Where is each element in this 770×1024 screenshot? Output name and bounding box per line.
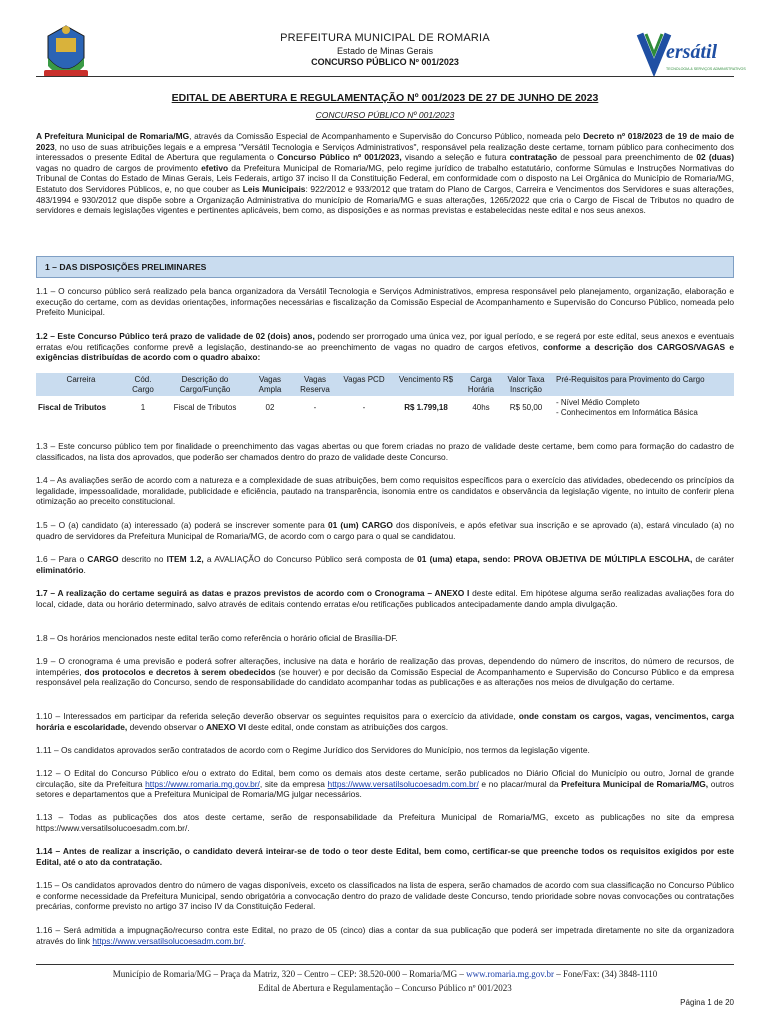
municipal-coat-of-arms-icon	[36, 22, 96, 82]
requirement-1: - Nível Médio Completo	[556, 398, 640, 407]
versatil-link[interactable]: https://www.versatilsolucoesadm.com.br/	[327, 778, 479, 789]
cell-pcd: -	[362, 403, 366, 412]
paragraph-1-3: 1.3 – Este concurso público tem por finalidade o preenchimento das vagas abertas ou que forem criadas no prazo de validade deste certame, bem como para formação do cadastro de classificados, na lista dos aprovados, que poderão ser chamados dentro do prazo de validade deste Concurso.	[36, 441, 734, 462]
state-name: Estado de Minas Gerais	[336, 46, 434, 56]
paragraph-1-7: 1.7 – A realização do certame seguirá as datas e prazos previstos de acordo com o Cronograma – ANEXO I deste edital. Em hipótese alguma serão realizadas avaliações fora do local, cidade, data ou horário determinado, salvo através de editais contendo erratas e/ou retificações publicados antecipadamente dando ampla divulgação.	[36, 588, 734, 609]
impugnacao-link[interactable]: https://www.versatilsolucoesadm.com.br/	[92, 935, 244, 946]
versatil-logo-icon	[636, 28, 746, 78]
cell-ampla: 02	[265, 403, 275, 412]
paragraph-1-11: 1.11 – Os candidatos aprovados serão contratados de acordo com o Regime Jurídico dos Servidores do Município, nos termos da legislação vigente.	[36, 745, 590, 755]
cell-descricao: Fiscal de Tributos	[173, 403, 237, 412]
paragraph-1-9: 1.9 – O cronograma é uma previsão e poderá sofrer alterações, inclusive na data e horário de realização das provas, dependendo do número de inscritos, do número de recursos, de intempéries, dos protocolos e decretos à serem obedecidos (se houver) e por decisão da Comissão Especial de Acompanhamento e Supervisão do Concurso Público e da empresa responsável pela realização do Concurso, sendo de responsabilidade do candidato acompanhar todas as publicações e as alterações nos meios de divulgação do certame.	[36, 656, 734, 688]
col-codigo: Cód. Cargo	[126, 373, 160, 396]
requirement-2: - Conhecimentos em Informática Básica	[556, 408, 698, 417]
col-carreira: Carreira	[36, 373, 126, 396]
paragraph-1-16: 1.16 – Será admitida a impugnação/recurso contra este Edital, no prazo de 05 (cinco) dias a contar da sua publicação que poderá ser impetrada diretamente no site da organizadora através do link https://www.versatilsolucoesadm.com.br/.	[36, 925, 734, 946]
paragraph-1-8: 1.8 – Os horários mencionados neste edital terão como referência o horário oficial de Brasília-DF.	[36, 633, 398, 643]
page-number: Página 1 de 20	[680, 998, 734, 1007]
cell-reserva: -	[313, 403, 317, 412]
section-heading-bar	[36, 256, 734, 278]
cell-requisitos	[554, 396, 734, 420]
footer-divider	[36, 964, 734, 965]
col-vagas-ampla: Vagas Ampla	[250, 373, 290, 396]
col-vagas-reserva: Vagas Reserva	[290, 373, 340, 396]
table-row	[36, 396, 734, 420]
positions-table	[36, 373, 734, 420]
col-taxa: Valor Taxa Inscrição	[498, 373, 554, 396]
header-divider	[36, 76, 734, 77]
paragraph-1-15: 1.15 – Os candidatos aprovados dentro do número de vagas disponíveis, exceto os classificados na lista de espera, serão chamados de acordo com sua classificação no Concurso Público e conforme necessidade da Prefeitura Municipal, sendo obrigatória a convocação dentro do prazo de validade deste Concurso, tendo prioridade sobre novas convocações ou contratações precárias, conforme previsto no artigo 37 inciso IV da Constituição Federal.	[36, 880, 734, 912]
prefeitura-link[interactable]: https://www.romaria.mg.gov.br/	[145, 778, 260, 789]
col-vencimento: Vencimento R$	[388, 373, 464, 396]
footer-address: Município de Romaria/MG – Praça da Matriz, 320 – Centro – CEP: 38.520-000 – Romaria/MG – www.romaria.mg.gov.br – Fone/Fax: (34) 3848-1110	[112, 969, 658, 979]
intro-paragraph: A Prefeitura Municipal de Romaria/MG, através da Comissão Especial de Acompanhamento e Supervisão do Concurso Público, nomeada pelo Decreto nº 018/2023 de 19 de maio de 2023, no uso de suas atribuições legais e a empresa "Versátil Tecnologia e Serviços Administrativos", responsável pela realização deste certame, tornam público para conhecimento dos interessados o presente Edital de Abertura que regulamenta o Concurso Público nº 001/2023, visando a seleção e futura contratação de pessoal para preenchimento de 02 (duas) vagas no quadro de cargos de provimento efetivo da Prefeitura Municipal de Romaria/MG, pelo regime jurídico de trabalho estatutário, conforme Súmulas e Instruções Normativas do Tribunal de Contas do Estado de Minas Gerais, Leis Federais, artigo 37 inciso II da Constituição Federal, em conformidade com o disposto na Lei Orgânica do Município de Romaria/MG, Estatuto dos Servidores Públicos, e, no que couber as Leis Municipais: 922/2012 e 933/2012 que tratam do Plano de Cargos, Carreira e Vencimentos dos Servidores e suas alterações, 483/1994 e 930/2012 que dispõe sobre a Organização Administrativa do município de Romaria/MG e suas alterações, 1265/2022 que cria o Cargo de Fiscal de Tributos no quadro de servidores e demais legislações vigentes e pertinentes aplicáveis, bem como, as disposições e as normas previstas e estabelecidas neste edital e nos seus anexos.	[36, 131, 735, 216]
col-descricao: Descrição do Cargo/Função	[160, 373, 250, 396]
cell-taxa: R$ 50,00	[509, 403, 543, 412]
paragraph-1-14: 1.14 – Antes de realizar a inscrição, o candidato deverá inteirar-se de todo o teor deste Edital, bem como, certificar-se que preenche todos os requisitos exigidos por este Edital, até o ato da contratação.	[36, 846, 734, 867]
document-title: EDITAL DE ABERTURA E REGULAMENTAÇÃO Nº 001/2023 DE 27 DE JUNHO DE 2023	[171, 92, 599, 104]
paragraph-1-1: 1.1 – O concurso público será realizado pela banca organizadora da Versátil Tecnologia e Serviços Administrativos, empresa responsável pelo planejamento, organização, elaboração e execução do certame, com as devidas orientações, informações necessárias e fiscalização da Comissão Especial de Acompanhamento e Supervisão do Concurso Público, nomeada pelo Prefeito Municipal.	[36, 286, 734, 318]
cell-codigo: 1	[140, 403, 146, 412]
logo-wordmark: ersátil	[666, 41, 718, 63]
municipality-name: PREFEITURA MUNICIPAL DE ROMARIA	[280, 32, 490, 44]
table-header-row	[36, 373, 734, 396]
paragraph-1-10: 1.10 – Interessados em participar da referida seleção deverão observar os seguintes requisitos para o exercício da atividade, onde constam os cargos, vagas, vencimentos, carga horária e escolaridade, devendo observar o ANEXO VI deste edital, onde constam as atribuições dos cargos.	[36, 711, 734, 732]
footer-document-title: Edital de Abertura e Regulamentação – Concurso Público nº 001/2023	[258, 983, 512, 993]
paragraph-1-6: 1.6 – Para o CARGO descrito no ITEM 1.2, a AVALIAÇÃO do Concurso Público será composta de 01 (uma) etapa, sendo: PROVA OBJETIVA DE MÚLTIPLA ESCOLHA, de caráter eliminatório.	[36, 554, 734, 575]
col-carga: Carga Horária	[464, 373, 498, 396]
document-subtitle: CONCURSO PÚBLICO Nº 001/2023	[315, 110, 455, 120]
cell-carga: 40hs	[472, 403, 490, 412]
cell-vencimento: R$ 1.799,18	[404, 403, 448, 412]
contest-number: CONCURSO PÚBLICO Nº 001/2023	[311, 57, 459, 67]
col-requisitos: Pré-Requisitos para Provimento do Cargo	[554, 373, 734, 396]
paragraph-1-2: 1.2 – Este Concurso Público terá prazo de validade de 02 (dois) anos, podendo ser prorrogado uma única vez, por igual período, e se regerá por este edital, seus anexos e eventuais erratas e/ou retificações conforme prevê a legislação, destinando-se ao preenchimento de vagas no quadro de cargos efetivos, conforme a descrição dos CARGOS/VAGAS e exigências distribuídas de acordo com o quadro abaixo:	[36, 331, 735, 363]
paragraph-1-4: 1.4 – As avaliações serão de acordo com a natureza e a complexidade de suas atribuições, bem como requisitos específicos para o exercício das atividades, obedecendo os princípios da legalidade, impessoalidade, moralidade, publicidade e eficiência, pautado na transparência, isonomia entre os candidatos e observância da legislação vigente, no intuito de conferir plena otimização ao preceito constitucional.	[36, 475, 734, 507]
cell-carreira: Fiscal de Tributos	[38, 403, 107, 412]
col-vagas-pcd: Vagas PCD	[340, 373, 388, 396]
paragraph-1-13: 1.13 – Todas as publicações dos atos deste certame, serão de responsabilidade da Prefeitura Municipal de Romaria/MG, exceto as publicações no site da empresa https://www.versatilsolucoesadm.com.br/.	[36, 812, 734, 833]
footer-site-link[interactable]: www.romaria.mg.gov.br	[466, 969, 554, 979]
section-heading: 1 – DAS DISPOSIÇÕES PRELIMINARES	[45, 262, 207, 272]
paragraph-1-12: 1.12 – O Edital do Concurso Público e/ou o extrato do Edital, bem como os demais atos deste certame, serão publicados no Diário Oficial do Município ou outro, Jornal de grande circulação, site da Prefeitura https://www.romaria.mg.gov.br/, site da empresa https://www.versatilsolucoesadm.com.br/ e no placar/mural da Prefeitura Municipal de Romaria/MG, outros setores e departamentos que a Prefeitura Municipal de Romaria/MG julgar necessários.	[36, 768, 734, 800]
logo-tagline: TECNOLOGIA & SERVIÇOS ADMINISTRATIVOS	[666, 67, 746, 71]
paragraph-1-5: 1.5 – O (a) candidato (a) interessado (a) poderá se inscrever somente para 01 (um) CARGO dos disponíveis, e após efetivar sua inscrição e se aprovado (a), estará vinculado (a) no quadro de servidores da Prefeitura Municipal de Romaria/MG, de acordo com o cargo para o qual se candidatou.	[36, 520, 735, 541]
